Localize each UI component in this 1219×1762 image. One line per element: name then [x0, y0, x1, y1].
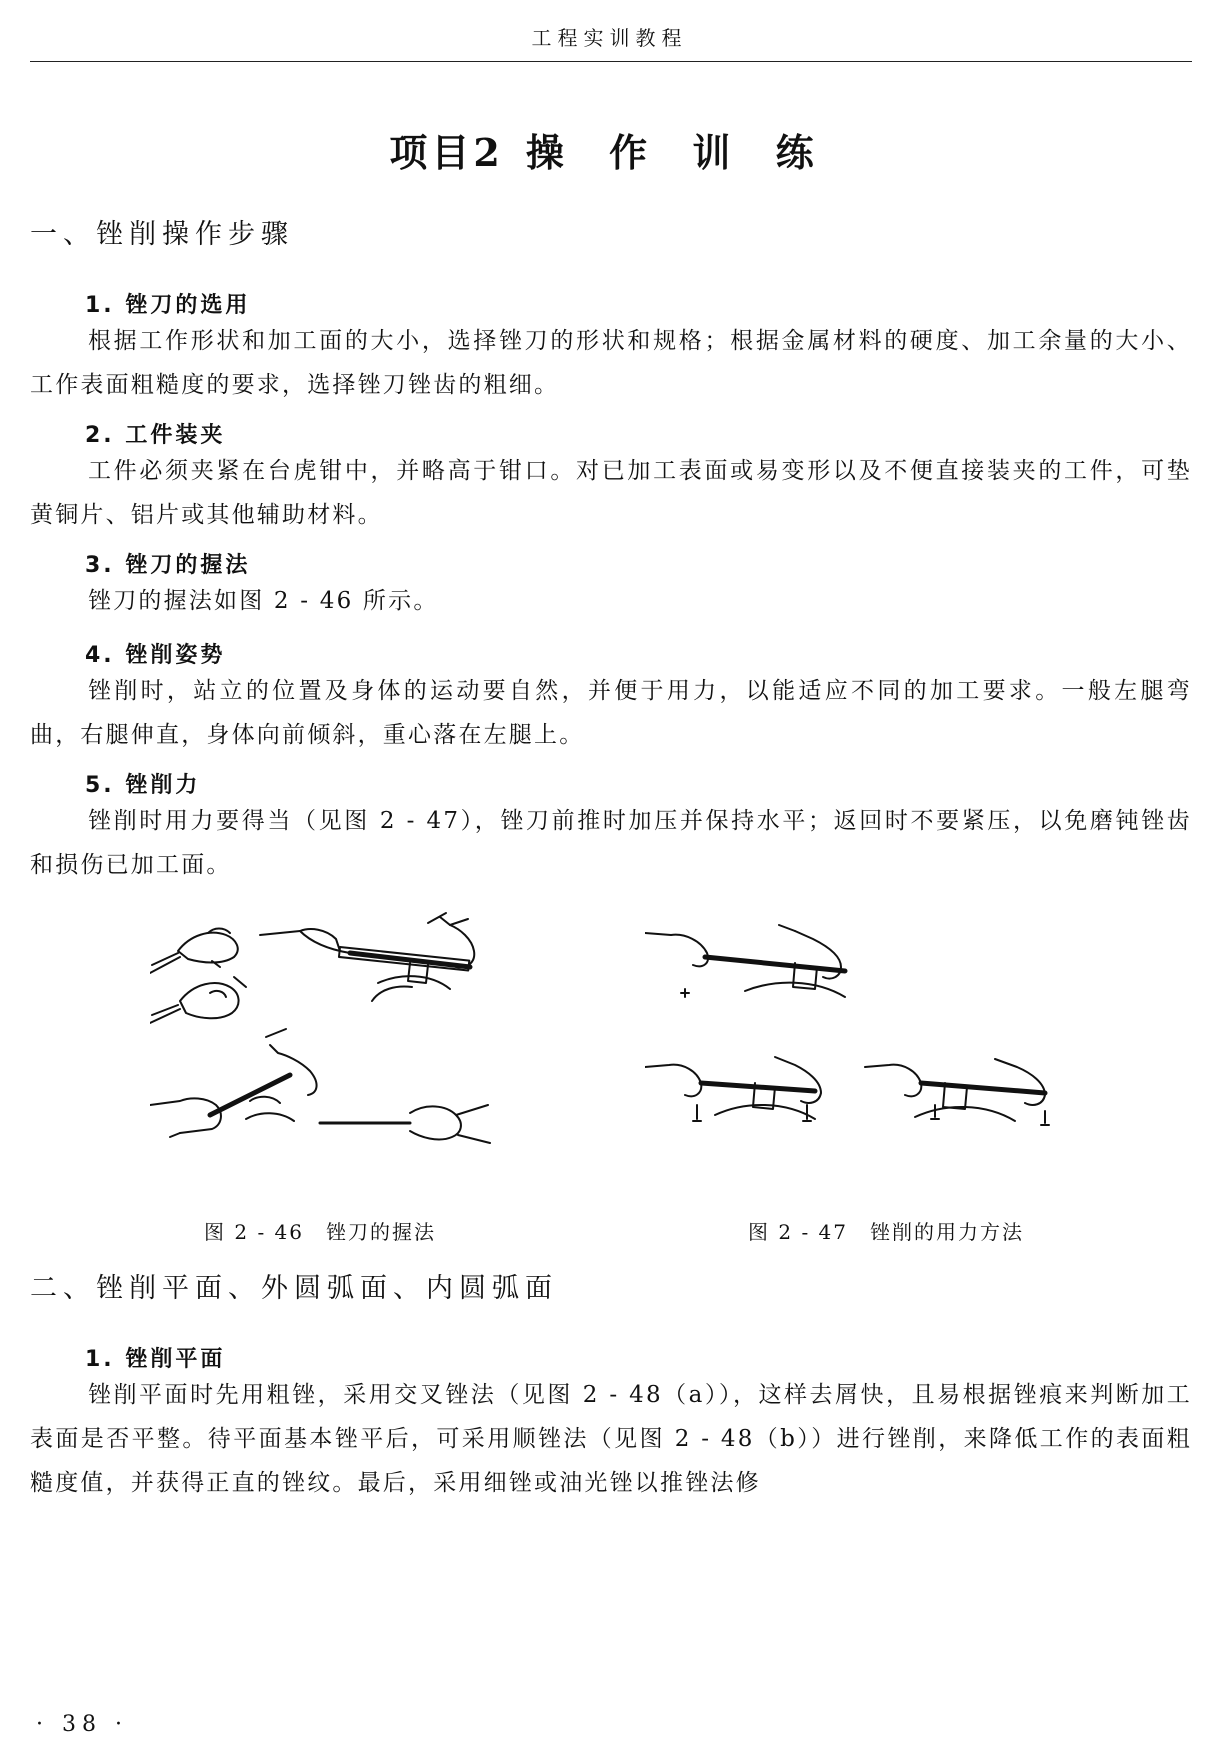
force-sketch-top [645, 925, 845, 997]
chapter-number: 项目2 [389, 130, 504, 175]
caption-text: 锉刀的握法 [326, 1220, 437, 1244]
paragraph-filing-posture: 锉削时，站立的位置及身体的运动要自然，并便于用力，以能适应不同的加工要求。一般左腿弯曲，右腿伸直，身体向前倾斜，重心落在左腿上。 [30, 678, 1192, 748]
subheading-file-selection: 1. 锉刀的选用 [85, 293, 251, 318]
force-sketch-bottom-right [865, 1059, 1049, 1125]
two-hand-grip-sketch [260, 913, 474, 1001]
caption-label: 图 2 - 47 [748, 1220, 849, 1244]
subheading-filing-force: 5. 锉削力 [85, 773, 201, 798]
running-header: 工程实训教程 [531, 26, 688, 50]
figure-filing-force-illustration [645, 905, 1075, 1150]
caption-label: 图 2 - 46 [204, 1220, 305, 1244]
caption-figure-2-47 [748, 1216, 1024, 1245]
section-heading-1: 一、锉削操作步骤 [30, 219, 294, 250]
section-heading-2: 二、锉削平面、外圆弧面、内圆弧面 [30, 1273, 558, 1304]
hand-grip-sketch-1 [150, 929, 238, 974]
figure-file-grip-illustration [150, 905, 570, 1150]
chapter-title-text: 操 作 训 练 [525, 130, 830, 175]
paragraph-filing-force: 锉削时用力要得当（见图 2 - 47），锉刀前推时加压并保持水平；返回时不要紧压，以免磨钝锉齿和损伤已加工面。 [30, 808, 1192, 878]
caption-figure-2-46 [204, 1216, 436, 1245]
page-number: · 38 · [36, 1712, 128, 1737]
header-rule [30, 61, 1192, 62]
paragraph-file-selection: 根据工作形状和加工面的大小，选择锉刀的形状和规格；根据金属材料的硬度、加工余量的大小、工作表面粗糙度的要求，选择锉刀锉齿的粗细。 [30, 328, 1192, 398]
force-sketch-bottom-left [645, 1057, 821, 1121]
subheading-file-grip: 3. 锉刀的握法 [85, 553, 251, 578]
subheading-filing-posture: 4. 锉削姿势 [85, 643, 226, 668]
paragraph-file-grip: 锉刀的握法如图 2 - 46 所示。 [88, 588, 439, 614]
chapter-title [0, 122, 1219, 177]
two-hand-grip-sketch-2 [150, 1029, 317, 1137]
subheading-workpiece-clamping: 2. 工件装夹 [85, 423, 226, 448]
caption-text: 锉削的用力方法 [870, 1220, 1025, 1244]
paragraph-filing-flat-surface: 锉削平面时先用粗锉，采用交叉锉法（见图 2 - 48（a）），这样去屑快，且易根据锉痕来判断加工表面是否平整。待平面基本锉平后，可采用顺锉法（见图 2 - 48（b））进行锉削，来降低工作的表面粗糙度值，并获得正直的锉纹。最后，采用细锉或油光锉以推锉法修 [30, 1382, 1192, 1496]
hand-grip-sketch-2 [150, 977, 246, 1023]
single-hand-grip-sketch [320, 1105, 490, 1143]
subheading-filing-flat-surface: 1. 锉削平面 [85, 1347, 226, 1372]
paragraph-workpiece-clamping: 工件必须夹紧在台虎钳中，并略高于钳口。对已加工表面或易变形以及不便直接装夹的工件，可垫黄铜片、铝片或其他辅助材料。 [30, 458, 1192, 528]
